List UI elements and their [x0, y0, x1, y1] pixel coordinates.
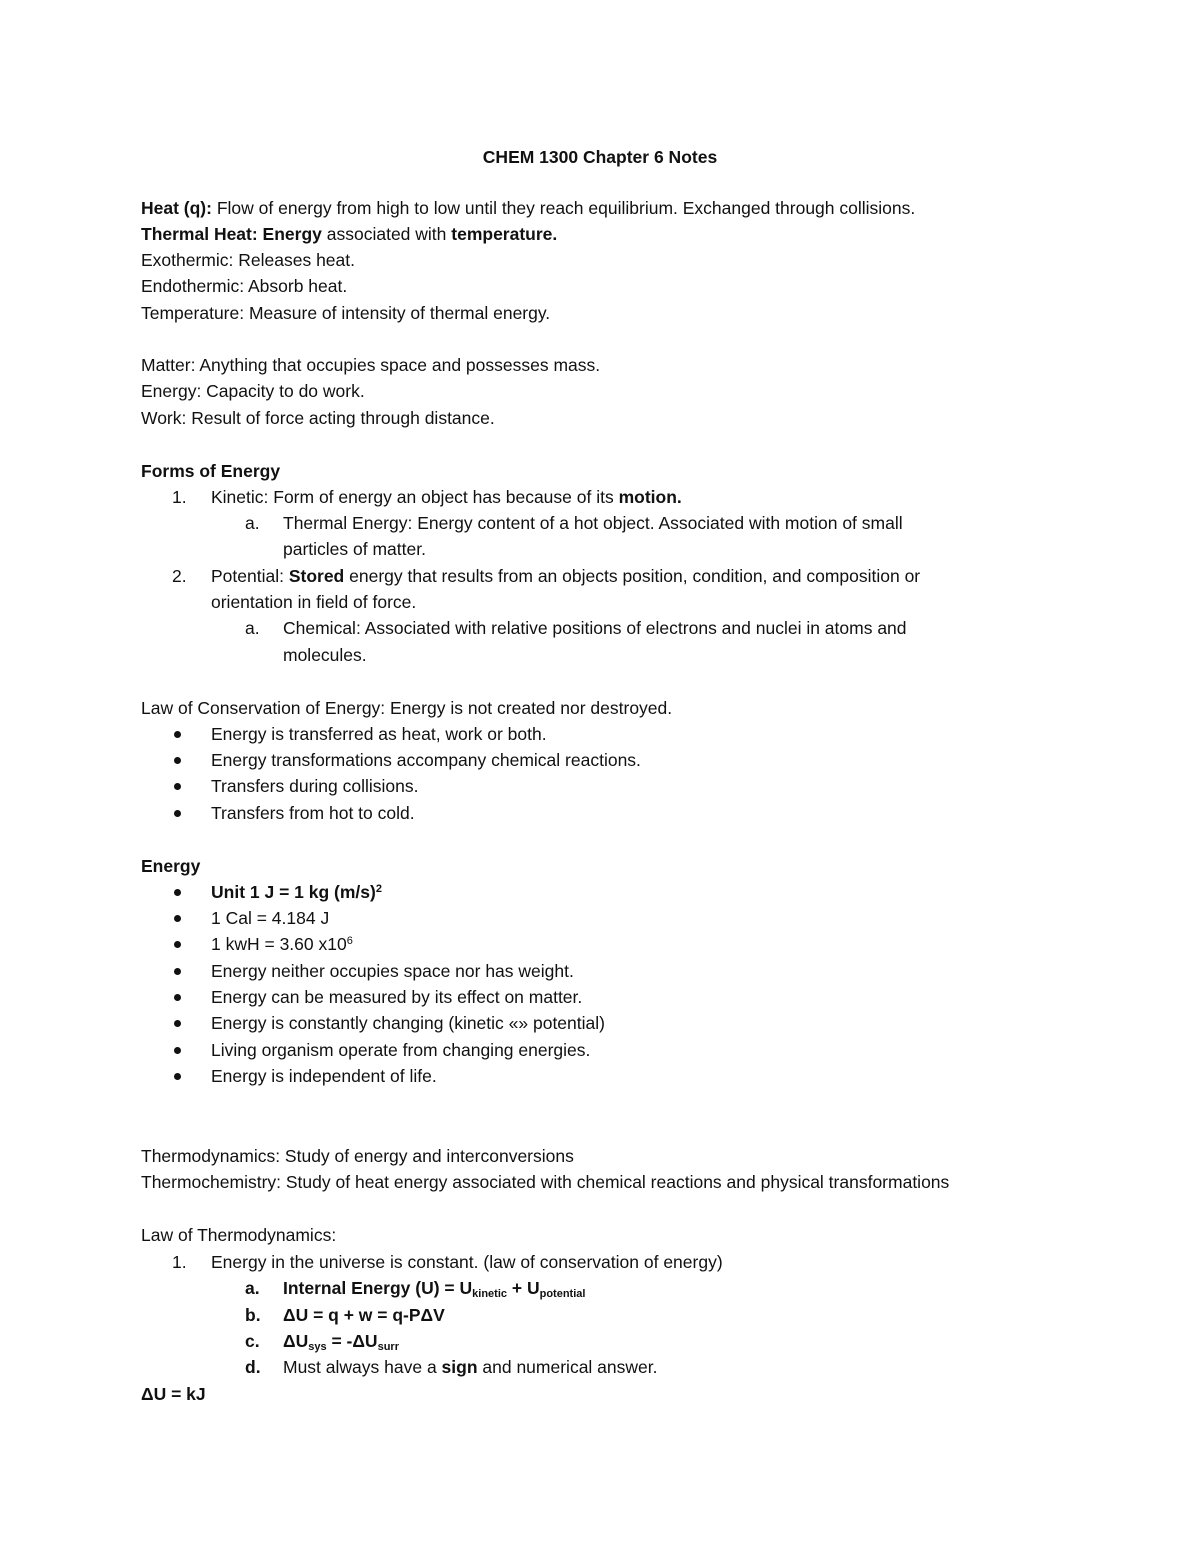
sys-subscript: sys	[308, 1341, 327, 1353]
kinetic-subscript: kinetic	[472, 1288, 508, 1300]
sign-note	[283, 1355, 658, 1379]
forms-heading: Forms of Energy	[141, 461, 281, 481]
surr-subscript: surr	[377, 1341, 399, 1353]
cal-item: 1 Cal = 4.184 J	[211, 908, 330, 928]
thermal-term: Thermal Heat: Energy	[141, 224, 322, 244]
work-definition: Work: Result of force acting through distance.	[141, 408, 495, 428]
list-item: Energy transformations accompany chemical reactions.	[211, 750, 641, 770]
law-heading: Law of Thermodynamics:	[141, 1225, 337, 1245]
matter-definition: Matter: Anything that occupies space and possesses mass.	[141, 355, 601, 375]
list-letter: b.	[245, 1305, 261, 1325]
bullet	[174, 968, 181, 975]
list-letter: c.	[245, 1331, 260, 1351]
potential-line2: orientation in field of force.	[211, 592, 417, 612]
sign-note-c: and numerical answer.	[477, 1357, 658, 1377]
system-surroundings-equation	[283, 1329, 399, 1353]
temperature-definition: Temperature: Measure of intensity of thermal energy.	[141, 303, 551, 323]
endothermic-definition: Endothermic: Absorb heat.	[141, 276, 348, 296]
list-number: 1.	[172, 487, 187, 507]
bullet	[174, 915, 181, 922]
list-item: Energy neither occupies space nor has weight.	[211, 961, 574, 981]
list-letter: d.	[245, 1357, 261, 1377]
list-item: Energy can be measured by its effect on matter.	[211, 987, 583, 1007]
kinetic-item	[211, 485, 682, 509]
internal-energy-eq: = U	[439, 1278, 473, 1298]
bullet	[174, 941, 181, 948]
kwh-exponent: 6	[346, 935, 353, 947]
unit-item	[211, 880, 382, 904]
potential-rest: energy that results from an objects position, condition, and composition or	[344, 566, 921, 586]
bullet	[174, 757, 181, 764]
thermochemistry-definition: Thermochemistry: Study of heat energy associated with chemical reactions and physical transformations	[141, 1172, 950, 1192]
list-item: Transfers during collisions.	[211, 776, 419, 796]
conservation-heading: Law of Conservation of Energy: Energy is not created nor destroyed.	[141, 698, 673, 718]
potential-label: Potential:	[211, 566, 289, 586]
kinetic-motion: motion.	[618, 487, 682, 507]
sign-note-bold: sign	[441, 1357, 478, 1377]
bullet	[174, 783, 181, 790]
list-letter: a.	[245, 513, 260, 533]
chemical-line1: Chemical: Associated with relative positions of electrons and nuclei in atoms and	[283, 618, 907, 638]
thermal-energy-line2: particles of matter.	[283, 539, 426, 559]
page-title: CHEM 1300 Chapter 6 Notes	[482, 147, 718, 167]
kinetic-text: Kinetic: Form of energy an object has because of its	[211, 487, 619, 507]
list-item: Energy is transferred as heat, work or both.	[211, 724, 547, 744]
list-number: 2.	[172, 566, 187, 586]
kwh-item	[211, 932, 353, 956]
unit-exponent: 2	[375, 883, 382, 895]
bullet	[174, 1047, 181, 1054]
du-sys: ΔU	[283, 1331, 309, 1351]
bullet	[174, 810, 181, 817]
heat-term: Heat (q):	[141, 198, 212, 218]
bullet	[174, 994, 181, 1001]
internal-energy-plus: + U	[507, 1278, 540, 1298]
internal-energy-label: Internal Energy (U)	[283, 1278, 440, 1298]
potential-item	[211, 564, 920, 588]
bullet	[174, 731, 181, 738]
thermal-energy-line1: Thermal Energy: Energy content of a hot object. Associated with motion of small	[283, 513, 903, 533]
heat-definition	[141, 196, 915, 220]
thermal-end: temperature.	[451, 224, 558, 244]
du-surr: = -ΔU	[326, 1331, 378, 1351]
chemical-line2: molecules.	[283, 645, 367, 665]
list-letter: a.	[245, 618, 260, 638]
energy-heading: Energy	[141, 856, 201, 876]
thermal-heat-definition	[141, 222, 557, 246]
energy-definition: Energy: Capacity to do work.	[141, 381, 365, 401]
potential-subscript: potential	[539, 1288, 586, 1300]
list-letter: a.	[245, 1278, 260, 1298]
bullet	[174, 1073, 181, 1080]
unit-text: Unit 1 J = 1 kg (m/s)	[211, 882, 376, 902]
delta-u-equation: ΔU = q + w = q-PΔV	[283, 1305, 445, 1325]
list-item: Energy is constantly changing (kinetic «» potential)	[211, 1013, 605, 1033]
potential-stored: Stored	[288, 566, 345, 586]
heat-def: Flow of energy from high to low until they reach equilibrium. Exchanged through collisions.	[211, 198, 916, 218]
list-number: 1.	[172, 1252, 187, 1272]
thermal-mid: associated with	[321, 224, 452, 244]
law1-text: Energy in the universe is constant. (law of conservation of energy)	[211, 1252, 723, 1272]
bullet	[174, 1020, 181, 1027]
exothermic-definition: Exothermic: Releases heat.	[141, 250, 355, 270]
sign-note-a: Must always have a	[283, 1357, 442, 1377]
list-item: Energy is independent of life.	[211, 1066, 437, 1086]
final-equation: ΔU = kJ	[141, 1384, 206, 1404]
bullet	[174, 889, 181, 896]
list-item: Transfers from hot to cold.	[211, 803, 415, 823]
list-item: Living organism operate from changing energies.	[211, 1040, 591, 1060]
thermodynamics-definition: Thermodynamics: Study of energy and interconversions	[141, 1146, 574, 1166]
internal-energy-item	[283, 1276, 585, 1300]
kwh-text: 1 kwH = 3.60 x10	[211, 934, 347, 954]
